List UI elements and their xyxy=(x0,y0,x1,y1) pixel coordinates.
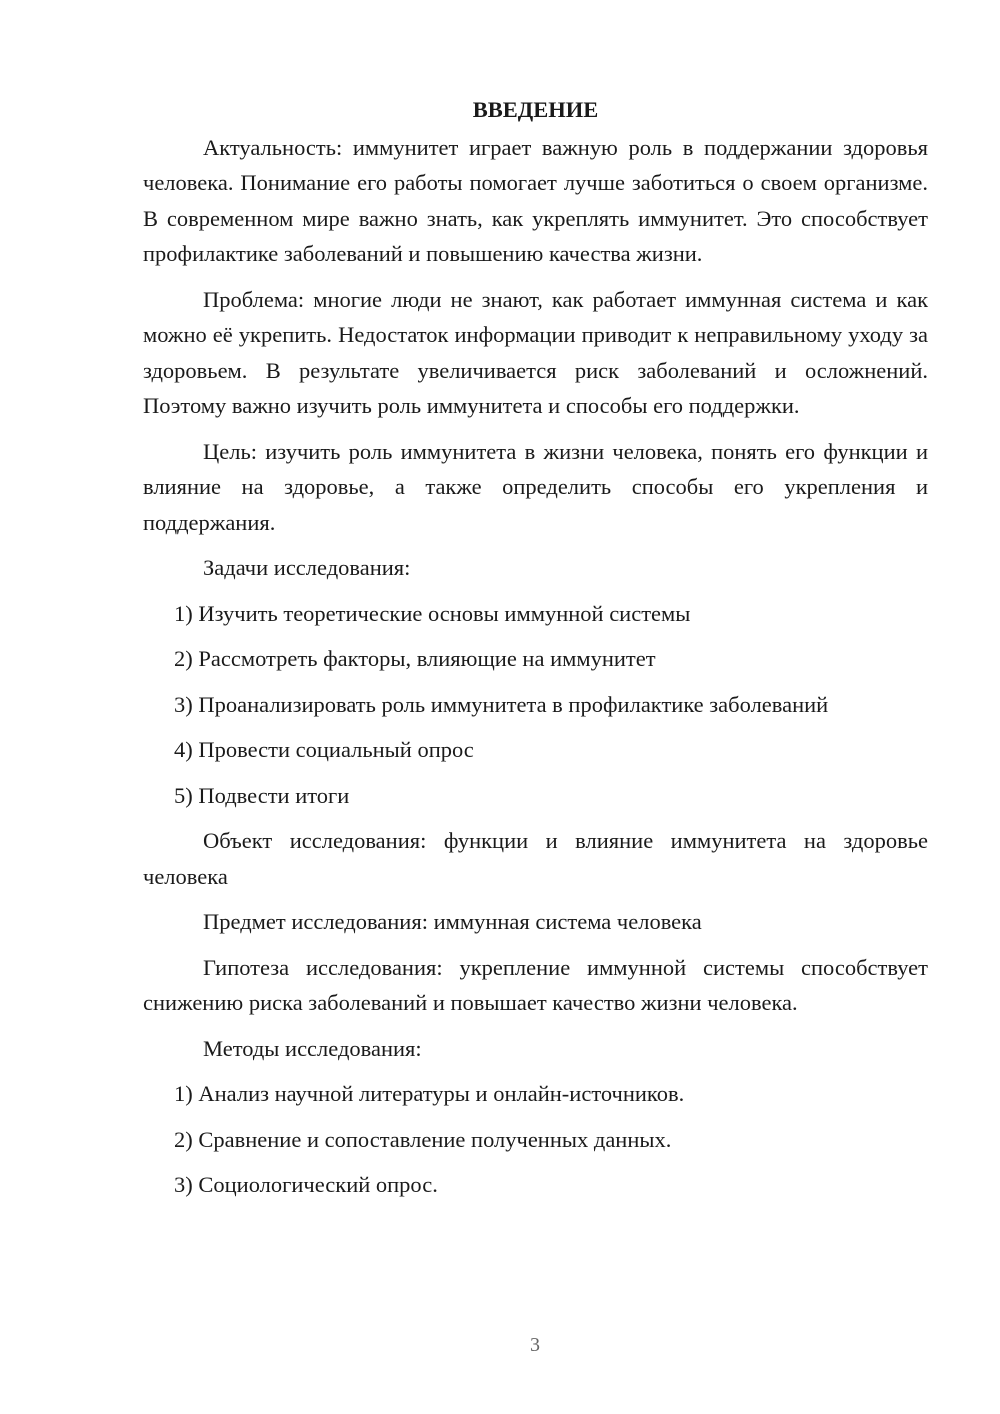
page-number: 3 xyxy=(530,1334,540,1356)
task-item: 2) Рассмотреть факторы, влияющие на иммунитет xyxy=(174,646,656,671)
task-item: 5) Подвести итоги xyxy=(174,782,350,808)
task-item: 4) Провести социальный опрос xyxy=(174,737,474,762)
section-heading: ВВЕДЕНИЕ xyxy=(472,97,599,122)
hypothesis-paragraph: Гипотеза исследования: укрепление иммунной системы способствует снижению риска заболеваний и повышает качество жизни человека. xyxy=(143,954,928,1015)
object-paragraph: Объект исследования: функции и влияние иммунитета на здоровье человека xyxy=(143,828,928,889)
goal-paragraph: Цель: изучить роль иммунитета в жизни человека, понять его функции и влияние на здоровье, а также определить способы его укрепления и поддержания. xyxy=(143,438,928,535)
method-item: 3) Социологический опрос. xyxy=(174,1172,438,1197)
problem-paragraph: Проблема: многие люди не знают, как работает иммунная система и как можно её укрепить. Недостаток информации приводит к неправильному уходу за здоровьем. В результате увеличивается риск заболеваний и осложнений. Поэтому важно изучить роль иммунитета и способы его поддержки. xyxy=(143,286,928,418)
relevance-paragraph: Актуальность: иммунитет играет важную роль в поддержании здоровья человека. Понимание его работы помогает лучше заботиться о своем организме. В современном мире важно знать, как укреплять иммунитет. Это способствует профилактике заболеваний и повышению качества жизни. xyxy=(143,134,928,266)
tasks-title: Задачи исследования: xyxy=(203,555,411,580)
subject-paragraph: Предмет исследования: иммунная система человека xyxy=(203,909,702,934)
method-item: 1) Анализ научной литературы и онлайн-источников. xyxy=(174,1081,685,1106)
task-item: 1) Изучить теоретические основы иммунной системы xyxy=(174,600,691,626)
task-item: 3) Проанализировать роль иммунитета в профилактике заболеваний xyxy=(174,691,829,717)
methods-title: Методы исследования: xyxy=(203,1035,422,1061)
method-item: 2) Сравнение и сопоставление полученных данных. xyxy=(174,1126,672,1152)
page-content xyxy=(143,92,928,1213)
